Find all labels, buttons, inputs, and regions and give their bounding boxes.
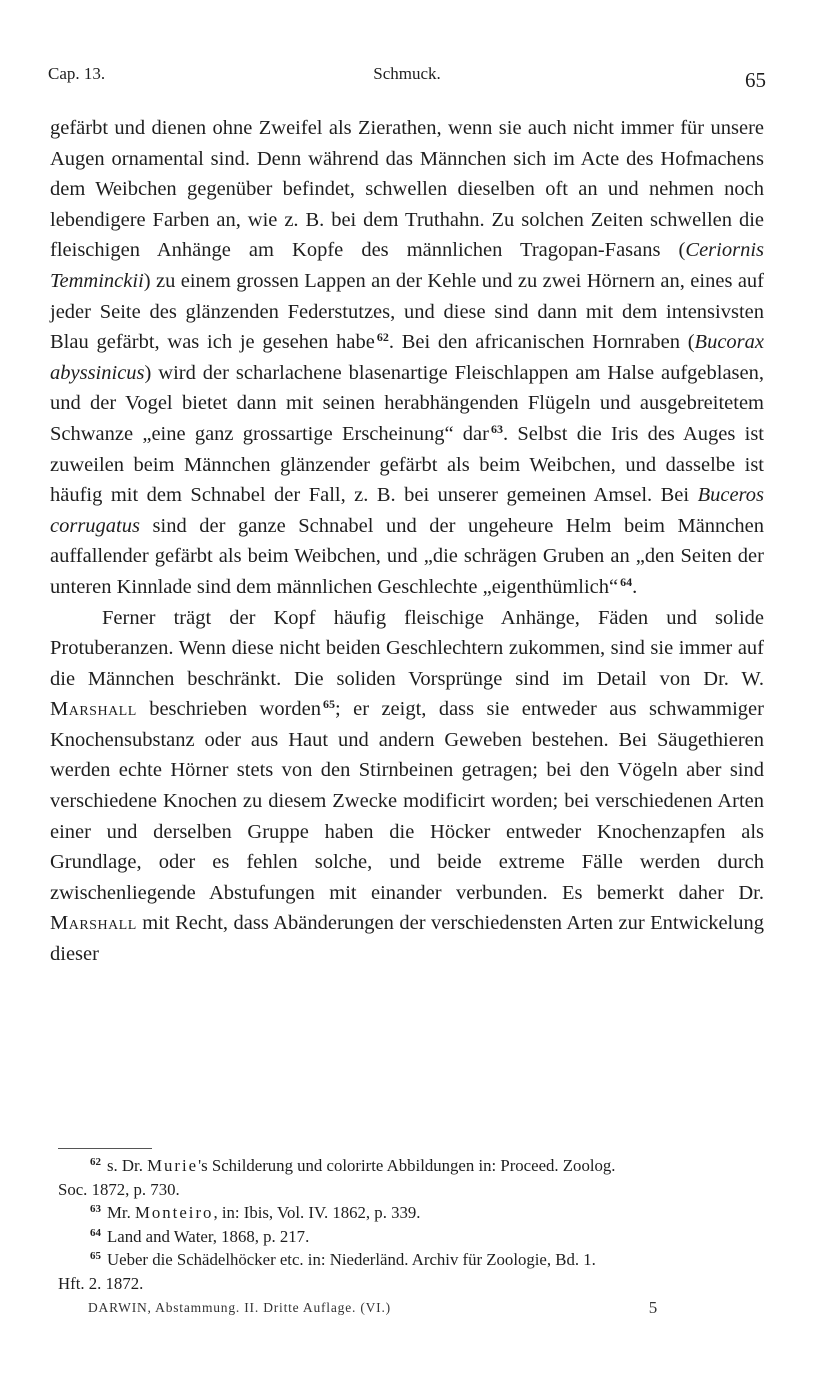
- page-number: 65: [745, 68, 766, 92]
- text-run: .: [632, 575, 638, 598]
- text-run: mit Recht, dass Abänderungen der verschiedensten Arten zur Entwickelung dieser: [50, 912, 764, 966]
- species-name: Buceros corrugatus: [50, 484, 764, 537]
- footnote-line: Hft. 2. 1872.: [58, 1273, 144, 1293]
- footnote-line: [58, 1225, 763, 1249]
- footnote-number: 64: [90, 1226, 101, 1239]
- running-title: Schmuck.: [373, 64, 441, 83]
- paragraph-1: [50, 113, 764, 603]
- text-run: ) wird der scharlachene blasenartige Fleischlappen am Halse aufgeblasen, und der Vogel bietet dann mit seinen herabhängenden Flügeln und ausgebreitetem Schwanze „eine ganz grossartige Erscheinung“ dar: [50, 361, 764, 445]
- species-name: Ceriornis Temminckii: [50, 239, 764, 292]
- footnote: [58, 1225, 763, 1249]
- footnote-text: Land and Water, 1868, p. 217.: [107, 1226, 310, 1246]
- footnote-line: [58, 1201, 763, 1225]
- species-name: Bucorax abyssinicus: [50, 331, 764, 384]
- text-run: sind der ganze Schnabel und der ungeheure Helm beim Männchen auffallender gefärbt als beim Weibchen, und „die schrägen Gruben an „den Seiten der unteren Kinnlade sind dem männlichen Geschlechte „eigenthümlich“: [50, 514, 764, 598]
- main-text: [50, 113, 764, 970]
- chapter-label: Cap. 13.: [48, 64, 106, 83]
- footnote-text: Ueber die Schädelhöcker etc. in: Niederländ. Archiv für Zoologie, Bd. 1.: [107, 1250, 596, 1269]
- sheet-mark: 5: [648, 1298, 658, 1317]
- footnote: [58, 1154, 763, 1201]
- running-head: [48, 62, 766, 96]
- text-run: . Selbst die Iris des Auges ist zuweilen beim Männchen glänzender gefärbt als beim Weibchen, und dasselbe ist häufig mit dem Schnabel der Fall, z. B. bei unserer gemeinen Amsel. Bei: [50, 422, 765, 507]
- text-run: gefärbt und dienen ohne Zweifel als Zierathen, wenn sie auch nicht immer für unsere Augen ornamental sind. Denn während das Männchen sich im Acte des Hofmachens dem Weibchen gegenüber befindet, schwellen dieselben oft an und nehmen noch lebendigere Farben an, wie z. B. bei dem Truthahn. Zu solchen Zeiten schwellen die fleischigen Anhänge am Kopfe des männlichen Tragopan-Fasans (: [50, 117, 764, 262]
- author-name: Monteiro: [134, 1203, 214, 1222]
- author-name: Murie: [147, 1156, 199, 1175]
- signature-line: DARWIN, Abstammung. II. Dritte Auflage. (VI.): [88, 1300, 391, 1315]
- footnotes: [58, 1154, 763, 1295]
- footnote-text: , in: Ibis, Vol. IV. 1862, p. 339.: [213, 1203, 421, 1222]
- text-run: beschrieben worden: [136, 698, 321, 721]
- footnote-ref[interactable]: 62: [376, 330, 389, 345]
- footnote-number: 63: [90, 1203, 101, 1215]
- footnote-text: 's Schilderung und colorirte Abbildungen in: Proceed. Zoolog.: [198, 1156, 616, 1175]
- page-footer: [88, 1300, 658, 1324]
- footnote: [58, 1248, 763, 1295]
- footnote: [58, 1201, 763, 1225]
- text-run: ; er zeigt, dass sie entweder aus schwammiger Knochensubstanz oder aus Haut und andern Geweben bestehen. Bei Säugethieren werden echte Hörner stets von den Stirnbeinen getragen; bei den Vögeln aber sind verschiedene Knochen zu diesem Zwecke modificirt worden; bei verschiedenen Arten einer und derselben Gruppe haben die Höcker entweder Knochenzapfen als Grundlage, oder es fehlen solche, und beide extreme Fälle werden durch zwischenliegende Abstufungen mit einander verbunden. Es bemerkt daher Dr.: [50, 698, 764, 904]
- paragraph-2: [50, 603, 764, 970]
- footnote-number: 65: [90, 1250, 101, 1262]
- author-name: Marshall: [50, 912, 137, 935]
- text-run: ) zu einem grossen Lappen an der Kehle und zu zwei Hörnern an, eines auf jeder Seite des glänzenden Federstutzes, und diese sind dann mit dem intensivsten Blau gefärbt, was ich je gesehen habe: [50, 269, 764, 354]
- author-name: Marshall: [50, 698, 137, 721]
- footnote-ref[interactable]: 64: [620, 574, 633, 589]
- footnote-text: Mr.: [107, 1203, 135, 1222]
- footnote-text: s. Dr.: [107, 1156, 148, 1175]
- footnote-line: [58, 1248, 763, 1272]
- footnote-line: Soc. 1872, p. 730.: [58, 1179, 180, 1199]
- footnote-number: 62: [90, 1156, 101, 1168]
- footnote-ref[interactable]: 63: [490, 421, 503, 436]
- text-run: Ferner trägt der Kopf häufig fleischige Anhänge, Fäden und solide Protuberanzen. Wenn diese nicht beiden Geschlechtern zukommen, sind sie immer auf die Männchen beschränkt. Die soliden Vorsprünge sind im Detail von Dr. W.: [50, 606, 764, 690]
- footnote-line: [58, 1154, 763, 1178]
- footnote-ref[interactable]: 65: [323, 697, 335, 712]
- text-run: . Bei den africanischen Hornraben (: [388, 331, 695, 354]
- footnote-divider: [58, 1148, 152, 1149]
